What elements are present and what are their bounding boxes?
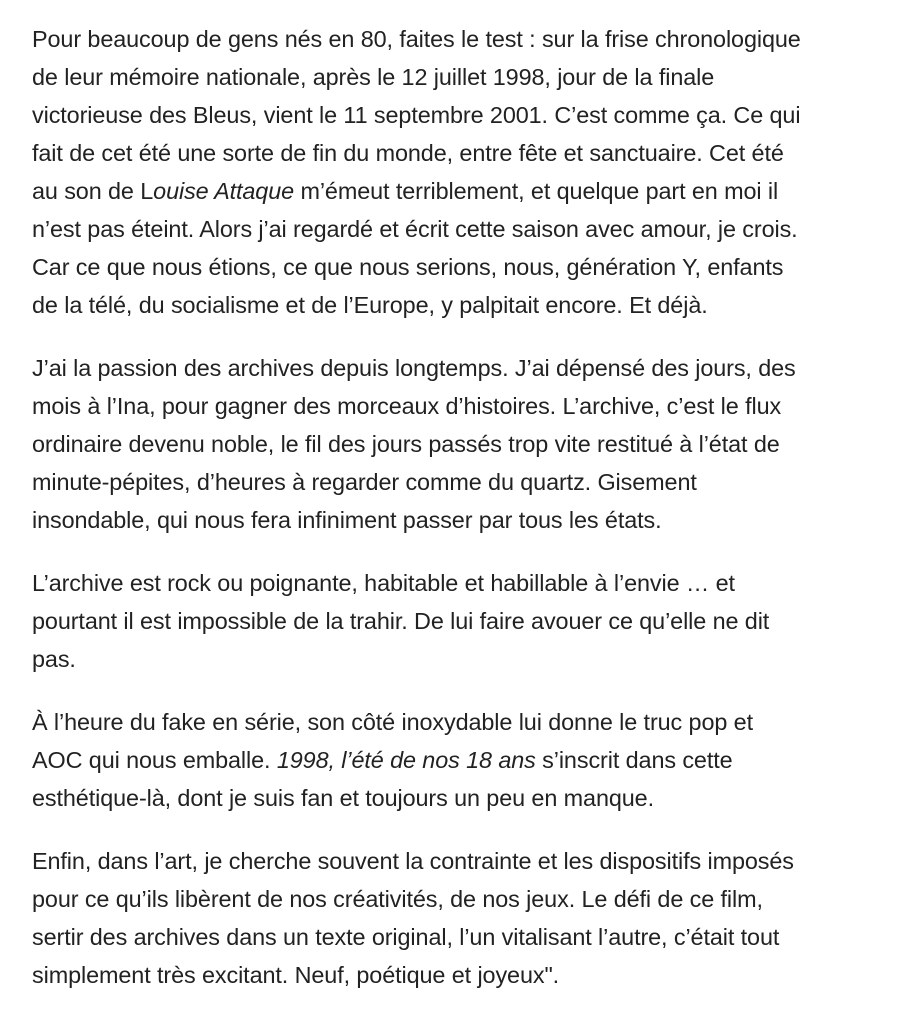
- paragraph-3: [32, 564, 902, 678]
- text-segment: À l’heure du fake en série, son côté inoxydable lui donne le truc pop et AOC qui nous emballe.: [32, 709, 753, 773]
- text-segment: L’archive est rock ou poignante, habitable et habillable à l’envie … et pourtant il est impossible de la trahir. De lui faire avouer ce qu’elle ne dit pas.: [32, 570, 770, 672]
- text-segment-italic: ouise Attaque: [153, 178, 295, 204]
- paragraph-2: [32, 349, 902, 539]
- paragraph-5: [32, 842, 902, 994]
- paragraph-1: [32, 20, 902, 324]
- text-segment: J’ai la passion des archives depuis longtemps. J’ai dépensé des jours, des mois à l’Ina, pour gagner des morceaux d’histoires. L’archive, c’est le flux ordinaire devenu noble, le fil des jours passés trop vite restitué à l’état de minute-pépites, d’heures à regarder comme du quartz. Gisement insondable, qui nous fera infiniment passer par tous les états.: [32, 355, 796, 533]
- text-segment: m’émeut terriblement, et quelque part en moi il n’est pas éteint. Alors j’ai regardé et écrit cette saison avec amour, je crois. Car ce que nous étions, ce que nous serions, nous, génération Y, enfants de la télé, du socialisme et de l’Europe, y palpitait encore. Et déjà.: [32, 178, 798, 318]
- paragraph-4: [32, 703, 902, 817]
- film-title: 1998, l’été de nos 18 ans: [276, 747, 536, 773]
- text-segment: Enfin, dans l’art, je cherche souvent la contrainte et les dispositifs imposés pour ce qu’ils libèrent de nos créativités, de nos jeux. Le défi de ce film, sertir des archives dans un texte original, l’un vitalisant l’autre, c’était tout simplement très excitant. Neuf, poétique et joyeux".: [32, 848, 794, 988]
- text-segment: Pour beaucoup de gens nés en 80, faites le test : sur la frise chronologique de leur mémoire nationale, après le 12 juillet 1998, jour de la finale victorieuse des Bleus, vient le 11 septembre 2001. C’est comme ça. Ce qui fait de cet été une sorte de fin du monde, entre fête et sanctuaire. Cet été au son de L: [32, 26, 801, 204]
- text-segment: s’inscrit dans cette esthétique-là, dont je suis fan et toujours un peu en manque.: [32, 747, 733, 811]
- article-body: [32, 20, 902, 994]
